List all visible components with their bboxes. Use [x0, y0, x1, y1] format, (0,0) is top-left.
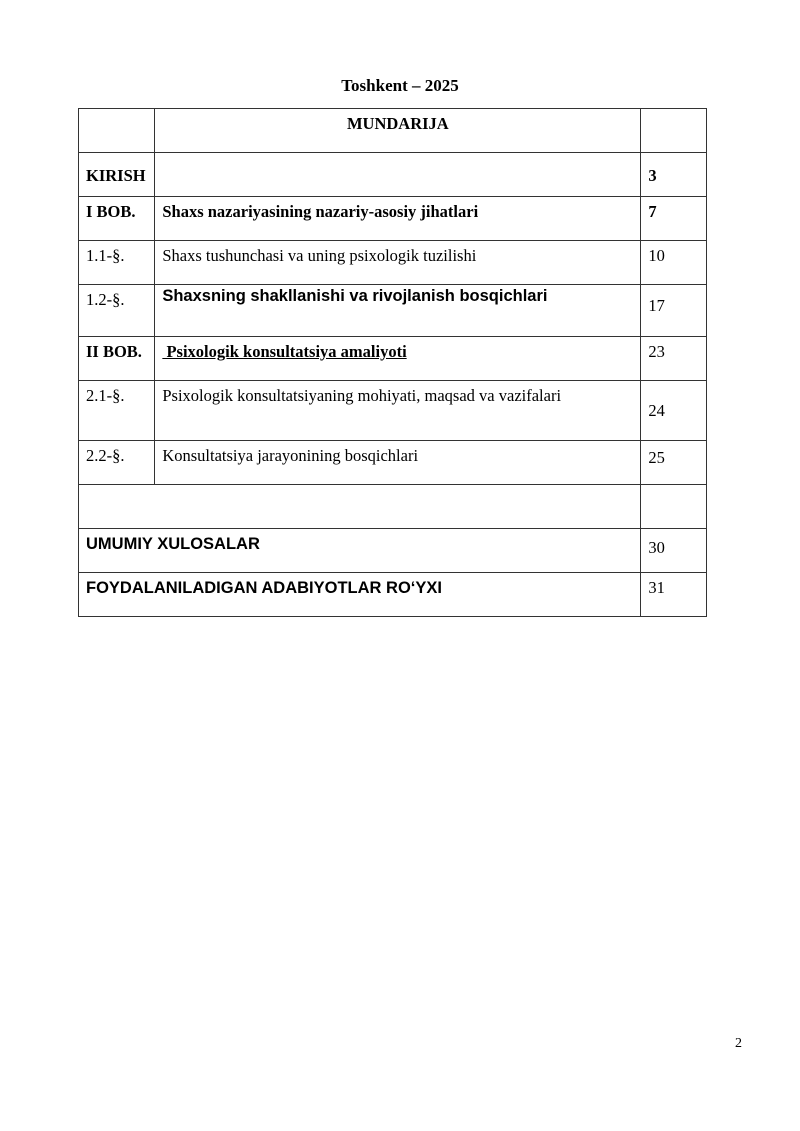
- toc-row-text: [155, 153, 641, 197]
- toc-row-number: I BOB.: [79, 197, 155, 241]
- toc-row-section-2-2: [79, 441, 707, 485]
- toc-row-text: Konsultatsiya jarayonining bosqichlari: [155, 441, 641, 485]
- toc-cell-empty: [79, 109, 155, 153]
- toc-cell-empty: [641, 485, 707, 529]
- toc-title: MUNDARIJA: [155, 109, 641, 153]
- toc-row-page: 7: [641, 197, 707, 241]
- toc-row-section-2-1: [79, 381, 707, 441]
- toc-cell-empty: [641, 109, 707, 153]
- toc-row-page: 17: [641, 285, 707, 337]
- toc-row-page: 31: [641, 573, 707, 617]
- toc-row-chapter-1: [79, 197, 707, 241]
- toc-row-page: 23: [641, 337, 707, 381]
- toc-row-number: 1.1-§.: [79, 241, 155, 285]
- toc-row-section-1-1: [79, 241, 707, 285]
- toc-row-page: 3: [641, 153, 707, 197]
- toc-row-number: II BOB.: [79, 337, 155, 381]
- toc-row-text: FOYDALANILADIGAN ADABIYOTLAR RO‘YXI: [79, 573, 641, 617]
- toc-row-chapter-2: [79, 337, 707, 381]
- page-number: 2: [735, 1036, 742, 1051]
- toc-row-number: 1.2-§.: [79, 285, 155, 337]
- toc-row-page: 24: [641, 381, 707, 441]
- toc-title-row: [79, 109, 707, 153]
- toc-row-page: 25: [641, 441, 707, 485]
- toc-row-conclusions: [79, 529, 707, 573]
- header-city-year: Toshkent – 2025: [341, 76, 459, 95]
- toc-row-kirish: [79, 153, 707, 197]
- toc-row-text: Psixologik konsultatsiya amaliyoti: [155, 337, 641, 381]
- toc-row-text: UMUMIY XULOSALAR: [79, 529, 641, 573]
- table-of-contents: [78, 108, 707, 617]
- toc-row-references: [79, 573, 707, 617]
- toc-row-text: Shaxs nazariyasining nazariy-asosiy jihatlari: [155, 197, 641, 241]
- toc-row-empty: [79, 485, 707, 529]
- toc-row-text: Shaxs tushunchasi va uning psixologik tuzilishi: [155, 241, 641, 285]
- toc-row-page: 10: [641, 241, 707, 285]
- toc-row-number: 2.2-§.: [79, 441, 155, 485]
- toc-row-page: 30: [641, 529, 707, 573]
- toc-row-text: Psixologik konsultatsiyaning mohiyati, maqsad va vazifalari: [155, 381, 641, 441]
- toc-row-number: KIRISH: [79, 153, 155, 197]
- toc-row-text: Shaxsning shakllanishi va rivojlanish bosqichlari: [155, 285, 641, 337]
- toc-row-section-1-2: [79, 285, 707, 337]
- toc-row-number: 2.1-§.: [79, 381, 155, 441]
- toc-cell-empty: [79, 485, 641, 529]
